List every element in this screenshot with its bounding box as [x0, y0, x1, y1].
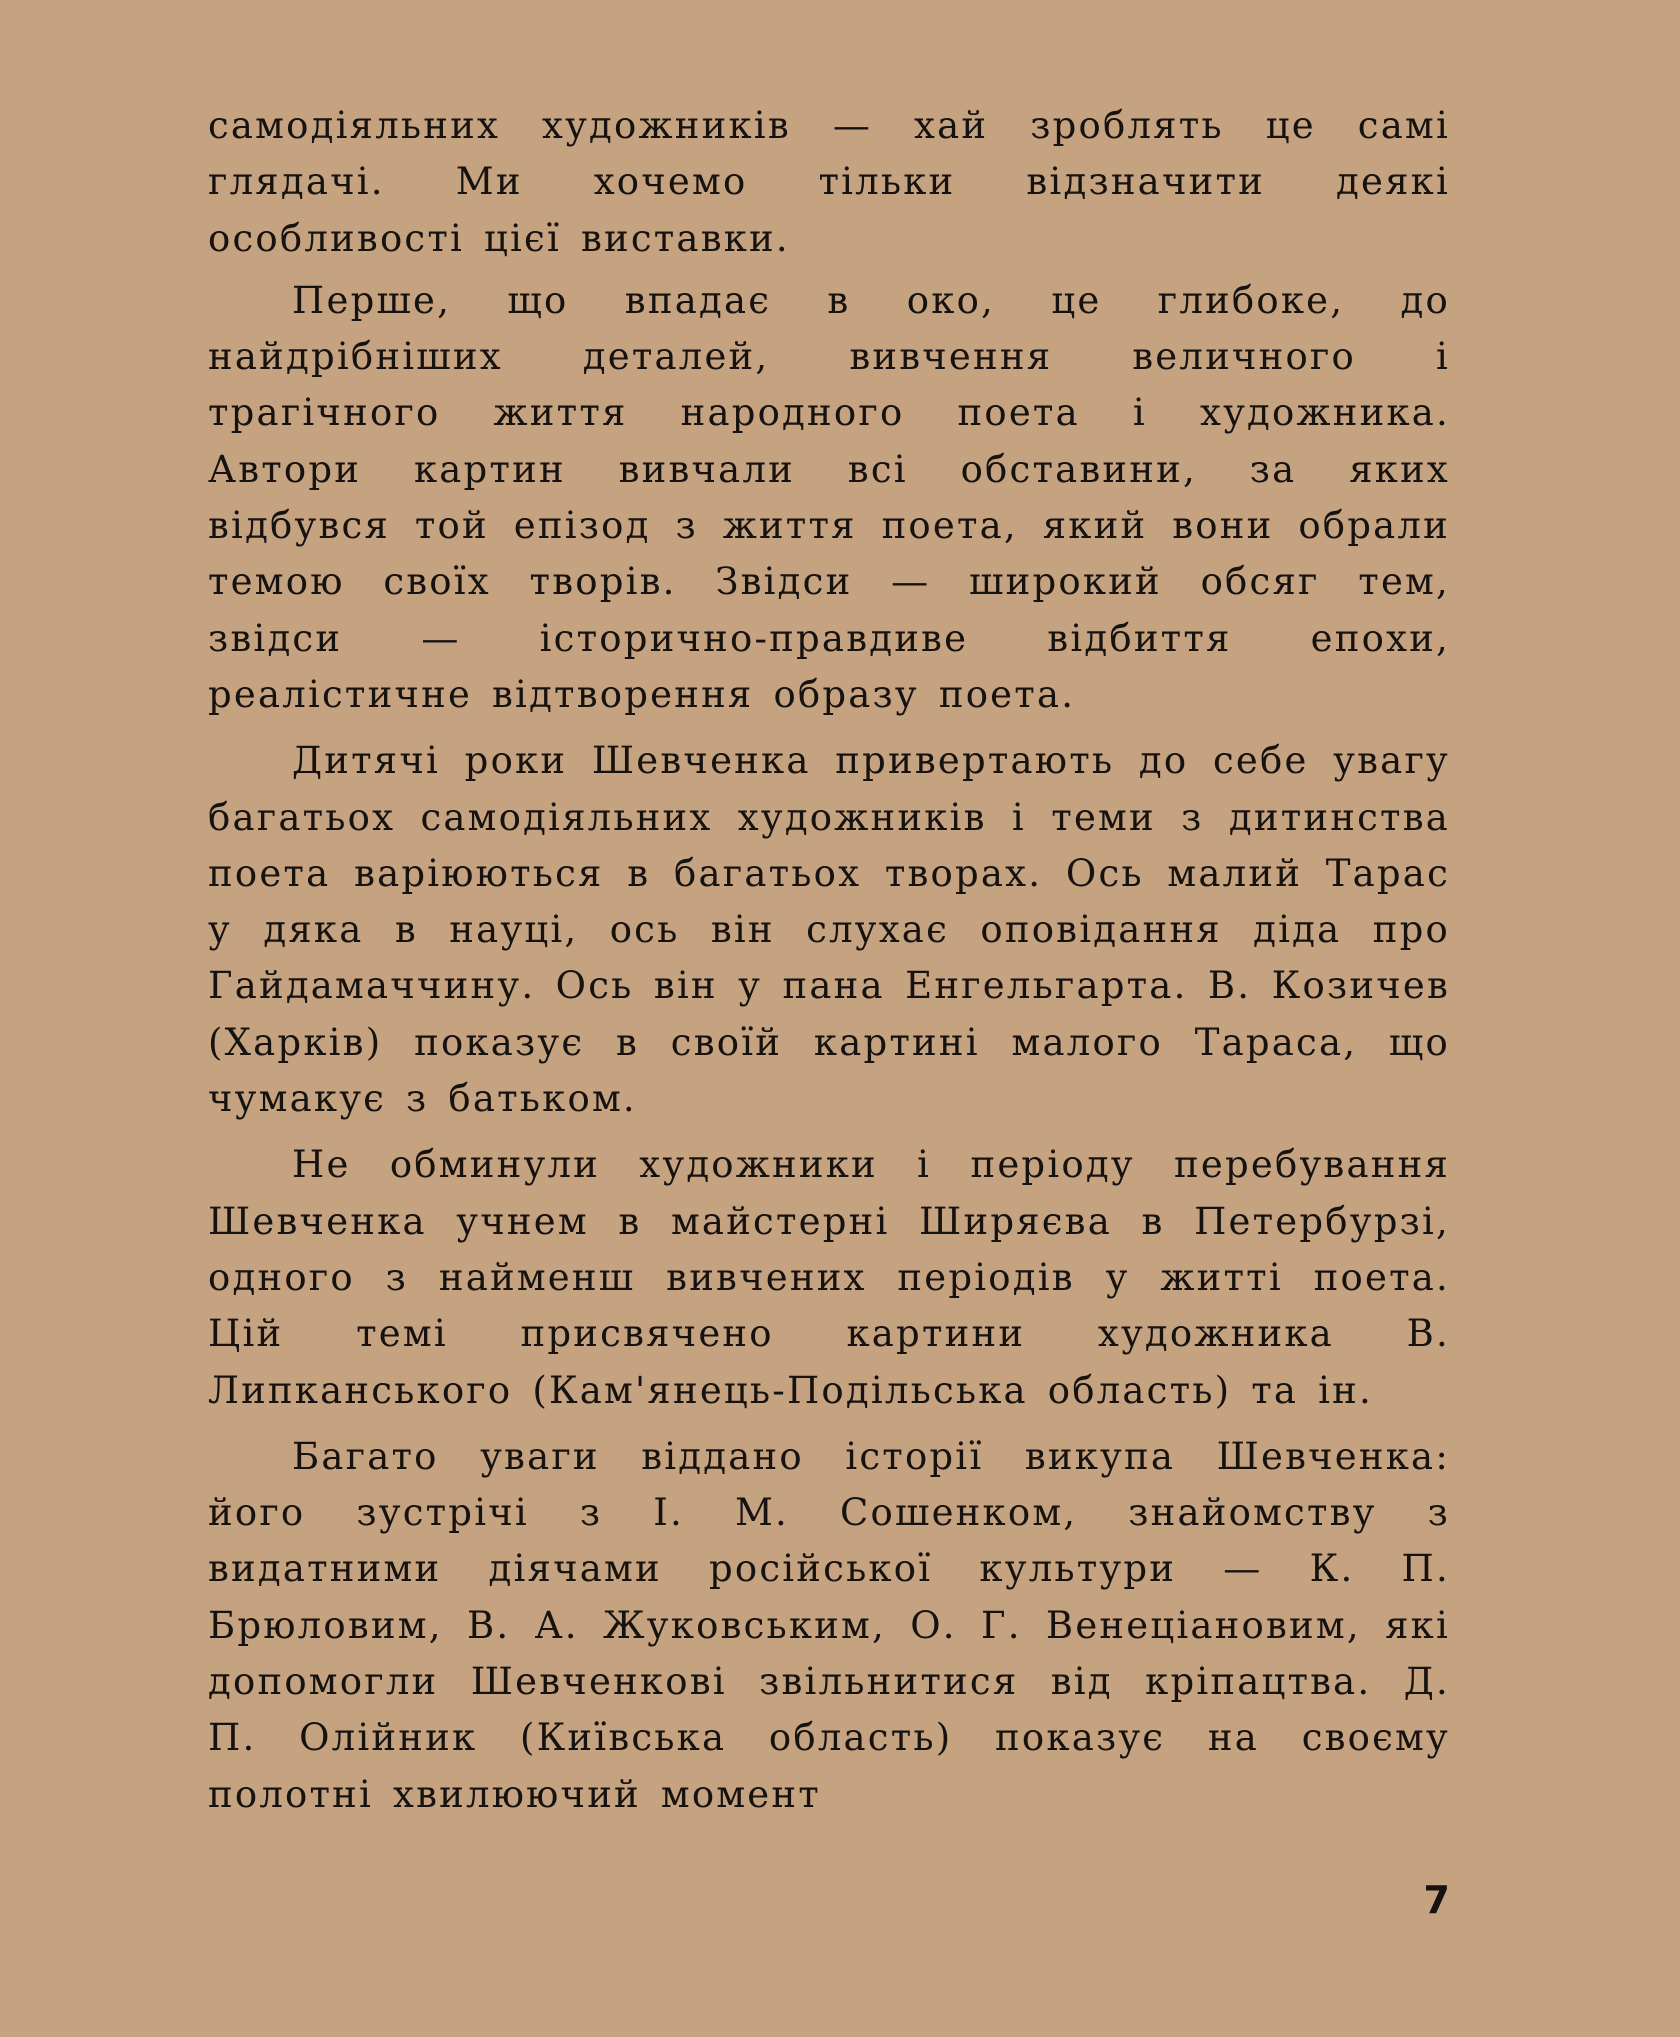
paragraph-continuation: самодіяльних художників — хай зроблять це самі глядачі. Ми хочемо тільки відзначити деякі особливості цієї виставки.: [208, 104, 1450, 260]
paragraph-ransom-history: Багато уваги віддано історії викупа Шевченка: його зустрічі з І. М. Сошенком, знайомству з видатними діячами російської культури — К. П. Брюловим, В. А. Жуковським, О. Г. Венеціановим, які допомогли Шевченкові звільнитися від кріпацтва. Д. П. Олійник (Київська область) показує на своєму полотні хвилюючий момент: [208, 1434, 1450, 1816]
paragraph-childhood-years: Дитячі роки Шевченка привертають до себе увагу багатьох самодіяльних художників і теми з дитинства поета варіюються в багатьох творах. Ось малий Тарас у дяка в науці, ось він слухає оповідання діда про Гайдамаччину. Ось він у пана Енгельгарта. В. Козичев (Харків) показує в своїй картині малого Тараса, що чумакує з батьком.: [208, 739, 1450, 1121]
page-number: 7: [1423, 1878, 1450, 1922]
paragraph-study-of-life: Перше, що впадає в око, це глибоке, до найдрібніших деталей, вивчення величного і трагічного життя народного поета і художника. Автори картин вивчали всі обставини, за яких відбувся той епізод з життя поета, який вони обрали темою своїх творів. Звідси — широкий обсяг тем, звідси — історично-правдиве відбиття епохи, реалістичне відтворення образу поета.: [208, 278, 1450, 716]
paragraph-shiryaev-workshop: Не обминули художники і періоду перебування Шевченка учнем в майстерні Ширяєва в Петербурзі, одного з найменш вивчених періодів у житті поета. Цій темі присвячено картини художника В. Липканського (Кам'янець-Подільська область) та ін.: [208, 1143, 1450, 1412]
page-body: [208, 98, 1450, 1823]
